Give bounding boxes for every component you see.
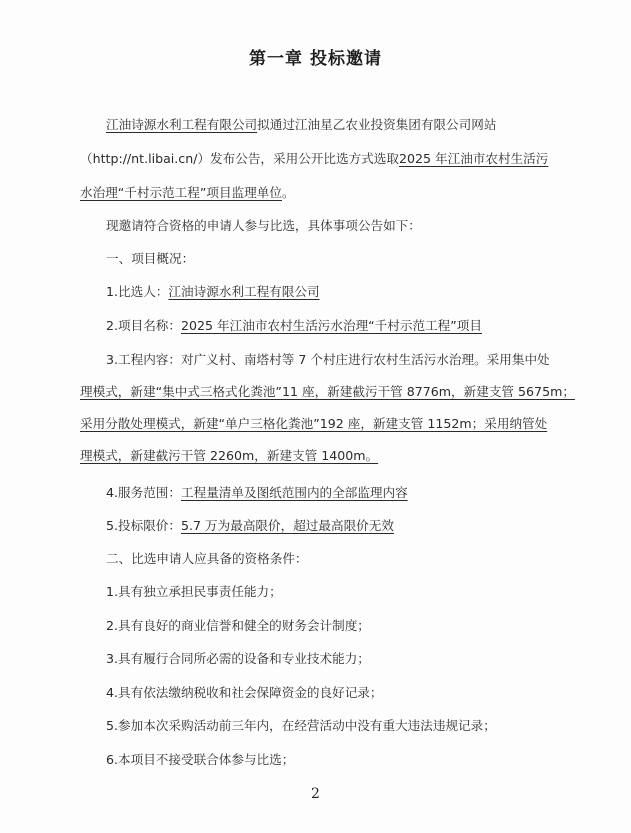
requirement-3: 3.具有履行合同所必需的设备和专业技术能力； [106,651,370,666]
section-heading-overview: 一、项目概况： [106,251,195,266]
requirement-1: 1.具有独立承担民事责任能力； [106,584,282,599]
bidder-name: 江油诗源水利工程有限公司 [106,117,258,132]
item-project-name-label: 2.项目名称： [106,318,181,333]
requirement-2: 2.具有良好的商业信誉和健全的财务会计制度； [106,618,370,633]
requirement-5: 5.参加本次采购活动前三年内，在经营活动中没有重大违法违规记录； [106,718,496,733]
intro-line-2 [80,148,548,167]
item-price-limit-label: 5.投标限价： [106,518,181,533]
chapter-title: 第一章 投标邀请 [249,49,382,69]
project-name-part1: 2025 年江油市农村生活污 [398,151,549,166]
item-price-limit [106,515,394,534]
item-project-name [106,315,482,334]
item-scope-label: 4.服务范围： [106,485,181,500]
requirement-4: 4.具有依法缴纳税收和社会保障资金的良好记录； [106,685,383,700]
intro-line-3 [80,182,295,201]
item-scope [106,482,408,501]
item-project-name-value: 2025 年江油市农村生活污水治理“千村示范工程”项目 [181,318,482,333]
invite-text: 现邀请符合资格的申请人参与比选，具体事项公告如下： [106,218,421,233]
page-number: 2 [311,786,320,802]
intro-line-1 [106,114,496,133]
item-scope-value: 工程量清单及图纸范围内的全部监理内容 [181,485,408,500]
item-bidder [106,281,320,300]
item-bidder-label: 1.比选人： [106,284,169,299]
project-name-part2: 水治理“千村示范工程”项目监理单位 [80,185,282,200]
intro-text: 拟通过江油星乙农业投资集团有限公司网站 [257,117,497,132]
item-content-line-2: 理模式，新建“集中式三格式化粪池”11 座，新建截污干管 8776m，新建支管 5675m； [80,384,575,399]
intro-end: 。 [281,185,295,200]
intro-website: （http://nt.libai.cn/）发布公告，采用公开比选方式选取 [80,151,399,166]
item-bidder-value: 江油诗源水利工程有限公司 [168,284,320,299]
item-content-line-3: 采用分散处理模式，新建“单户三格化粪池”192 座，新建支管 1152m；采用纳管处 [80,416,548,431]
requirement-6: 6.本项目不接受联合体参与比选； [106,752,295,767]
item-content-line-4: 理模式，新建截污干管 2260m，新建支管 1400m。 [80,448,379,463]
item-content-line-1: 3.工程内容：对广义村、南塔村等 7 个村庄进行农村生活污水治理。采用集中处 [106,352,550,367]
item-price-limit-value: 5.7 万为最高限价，超过最高限价无效 [181,518,394,533]
section-heading-qualifications: 二、比选申请人应具备的资格条件： [106,551,308,566]
